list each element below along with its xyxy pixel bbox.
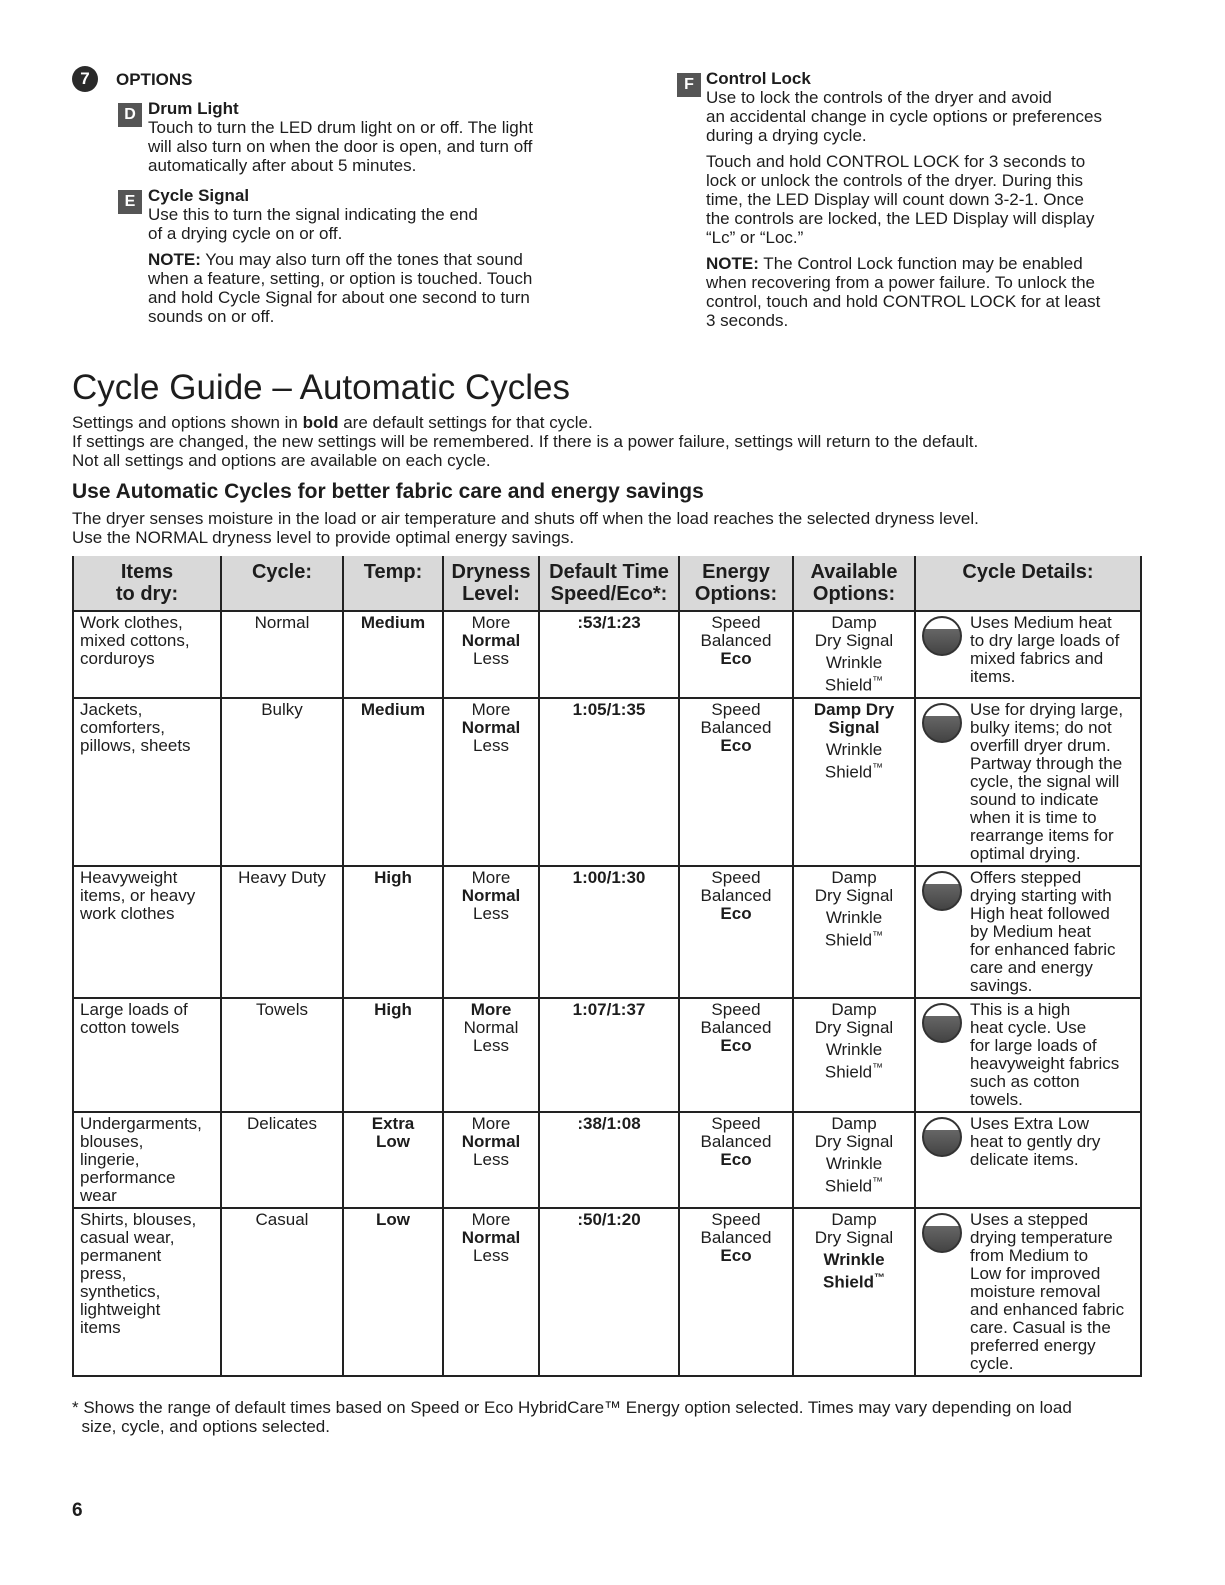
dryness-cell <box>443 1208 539 1376</box>
temp-cell <box>343 1208 443 1376</box>
cell-line: This is a high <box>970 999 1071 1019</box>
cell-line: High heat followed <box>970 903 1110 923</box>
cell-line: Less <box>473 735 509 755</box>
text-line: automatically after about 5 minutes. <box>148 156 417 175</box>
temp-cell <box>343 698 443 866</box>
cell-line: More <box>471 1113 511 1133</box>
cell-line: Partway through the <box>970 753 1123 773</box>
cell-line: blouses, <box>80 1131 144 1151</box>
cell-line: Extra <box>371 1113 415 1133</box>
text-line: when a feature, setting, or option is touched. Touch <box>148 269 533 288</box>
table-row <box>73 611 1141 698</box>
cell-line: Shirts, blouses, <box>80 1209 197 1229</box>
cell-line: Speed <box>711 613 761 632</box>
available-cell <box>793 866 915 998</box>
cell-line: performance <box>80 1167 176 1187</box>
items-cell <box>73 611 221 698</box>
items-cell <box>73 698 221 866</box>
details-wrapper <box>922 1211 1134 1373</box>
cell-line: Eco <box>720 1035 752 1055</box>
cycle-cell: Bulky <box>221 698 343 866</box>
cell-line: work clothes <box>80 903 175 923</box>
details-wrapper <box>922 701 1134 863</box>
cell-line: cycle, the signal will <box>970 771 1120 791</box>
details-text <box>970 1001 1134 1109</box>
cell-line: Normal <box>461 1227 521 1247</box>
cycle-dial-icon <box>922 616 962 656</box>
energy-cell <box>679 866 793 998</box>
column-header-details: Cycle Details: <box>915 556 1141 611</box>
page-title: Cycle Guide – Automatic Cycles <box>72 368 570 407</box>
cycle-guide-table <box>72 556 1142 1377</box>
cell-line: Speed <box>711 999 761 1019</box>
text-line: Touch to turn the LED drum light on or off. The light <box>148 118 533 137</box>
default-time-cell: :53/1:23 <box>539 611 679 698</box>
cell-line: Speed <box>711 1209 761 1229</box>
cell-line: Balanced <box>700 1227 772 1247</box>
default-time-cell: 1:00/1:30 <box>539 866 679 998</box>
energy-cell <box>679 998 793 1112</box>
cell-line: Low for improved <box>970 1263 1101 1283</box>
cell-line: corduroys <box>80 649 155 668</box>
details-cell <box>915 998 1141 1112</box>
cell-line: when it is time to <box>970 807 1097 827</box>
cycle-signal-key-icon: E <box>118 190 142 214</box>
footnote-line: * Shows the range of default times based on Speed or Eco HybridCare™ Energy option selected. Times may vary depending on load <box>72 1398 1072 1417</box>
cell-line: Shield™ <box>822 1271 885 1292</box>
cell-line: from Medium to <box>970 1245 1089 1265</box>
text-line: Use to lock the controls of the dryer and avoid <box>706 88 1052 107</box>
details-text <box>970 701 1134 863</box>
drum-light-text <box>148 118 568 175</box>
dryness-cell <box>443 698 539 866</box>
cell-line: Normal <box>461 885 521 905</box>
cell-line: pillows, sheets <box>80 735 191 755</box>
cell-line: Balanced <box>700 1131 772 1151</box>
text-line: will also turn on when the door is open, and turn off <box>148 137 533 156</box>
cell-line: Uses Medium heat <box>970 613 1112 632</box>
cell-line: Less <box>473 903 509 923</box>
cell-line: Eco <box>720 903 752 923</box>
cycle-cell: Casual <box>221 1208 343 1376</box>
cycle-dial-icon <box>922 1117 962 1157</box>
control-lock-key-icon: F <box>677 73 701 97</box>
text-line: 3 seconds. <box>706 311 789 330</box>
cell-line: rearrange items for <box>970 825 1114 845</box>
energy-cell <box>679 1208 793 1376</box>
cell-line: items. <box>970 667 1016 686</box>
cell-line: bulky items; do not <box>970 717 1112 737</box>
table-row <box>73 698 1141 866</box>
cell-line: cotton towels <box>80 1017 180 1037</box>
control-lock-text <box>706 88 1146 145</box>
text-line: when recovering from a power failure. To unlock the <box>706 273 1095 292</box>
text-line: lock or unlock the controls of the dryer. During this <box>706 171 1084 190</box>
trademark-symbol: ™ <box>874 1271 885 1284</box>
cell-line: Low <box>376 1209 410 1229</box>
cell-line: such as cotton <box>970 1071 1080 1091</box>
cell-line: High <box>374 999 412 1019</box>
cell-line: Low <box>376 1131 410 1151</box>
text-line: “Lc” or “Loc.” <box>706 228 804 247</box>
description-text: Use the NORMAL dryness level to provide optimal energy savings. <box>72 528 575 547</box>
column-header-energy: Energy Options: <box>679 556 793 611</box>
dryness-cell <box>443 1112 539 1208</box>
cell-line: Uses a stepped <box>970 1209 1089 1229</box>
cell-line: Shield™ <box>824 929 884 950</box>
cell-line: heat to gently dry <box>970 1131 1101 1151</box>
cycle-cell: Normal <box>221 611 343 698</box>
text-line: Use this to turn the signal indicating the end <box>148 205 478 224</box>
temp-cell <box>343 866 443 998</box>
drum-light-title: Drum Light <box>148 99 239 118</box>
cell-line: Wrinkle <box>825 907 883 927</box>
trademark-symbol: ™ <box>872 761 884 774</box>
cell-line: savings. <box>970 975 1033 995</box>
text-line: of a drying cycle on or off. <box>148 224 343 243</box>
cell-line: lightweight <box>80 1299 161 1319</box>
default-time-cell: :50/1:20 <box>539 1208 679 1376</box>
cell-line: Less <box>473 1245 509 1265</box>
default-time-cell: 1:07/1:37 <box>539 998 679 1112</box>
cycle-signal-title: Cycle Signal <box>148 186 250 205</box>
cell-line: Less <box>473 649 509 668</box>
items-cell <box>73 866 221 998</box>
table-header-row <box>73 556 1141 611</box>
cycle-cell: Towels <box>221 998 343 1112</box>
cell-line: wear <box>80 1185 117 1205</box>
cell-line: Dry Signal <box>814 1131 894 1151</box>
cycle-dial-icon <box>922 703 962 743</box>
table-row <box>73 998 1141 1112</box>
cell-line: High <box>374 867 412 887</box>
column-header-dryness: Dryness Level: <box>443 556 539 611</box>
footnote <box>72 1398 1172 1436</box>
description-text: The dryer senses moisture in the load or air temperature and shuts off when the load reaches the selected dryness level. <box>72 509 979 528</box>
cell-line: Work clothes, <box>80 613 183 632</box>
cell-line: More <box>471 613 511 632</box>
guide-intro <box>72 413 1152 470</box>
column-header-temp: Temp: <box>343 556 443 611</box>
cell-line: Damp <box>831 867 877 887</box>
page-number: 6 <box>72 1500 83 1521</box>
text-line: time, the LED Display will count down 3-2-1. Once <box>706 190 1084 209</box>
table-row <box>73 866 1141 998</box>
section-subtitle: Use Automatic Cycles for better fabric care and energy savings <box>72 480 704 503</box>
cell-line: drying starting with <box>970 885 1112 905</box>
cell-line: lingerie, <box>80 1149 140 1169</box>
intro-text: Settings and options shown in <box>72 413 303 432</box>
cell-line: Signal <box>828 717 880 737</box>
cell-line: Eco <box>720 649 752 668</box>
column-header-cycle: Cycle: <box>221 556 343 611</box>
text-line: sounds on or off. <box>148 307 275 326</box>
cell-line: Eco <box>720 735 752 755</box>
cell-line: Use for drying large, <box>970 699 1124 719</box>
cell-line: and enhanced fabric <box>970 1299 1125 1319</box>
cycle-signal-section <box>148 186 568 326</box>
cell-line: Balanced <box>700 631 772 650</box>
cell-line: Shield™ <box>824 1175 884 1196</box>
energy-cell <box>679 611 793 698</box>
default-time-cell: :38/1:08 <box>539 1112 679 1208</box>
text-line: during a drying cycle. <box>706 126 867 145</box>
cell-line: items, or heavy <box>80 885 196 905</box>
cell-line: Dry Signal <box>814 885 894 905</box>
details-text <box>970 614 1134 686</box>
details-cell <box>915 698 1141 866</box>
cell-line: towels. <box>970 1089 1023 1109</box>
control-lock-note <box>706 254 1146 330</box>
cell-line: Shield™ <box>824 675 884 695</box>
items-cell <box>73 998 221 1112</box>
details-wrapper <box>922 1001 1134 1109</box>
cell-line: heavyweight fabrics <box>970 1053 1120 1073</box>
cell-line: Damp <box>831 1113 877 1133</box>
cell-line: Medium <box>360 613 426 632</box>
intro-text: If settings are changed, the new settings will be remembered. If there is a power failure, settings will return to the default. <box>72 432 979 451</box>
energy-cell <box>679 698 793 866</box>
cell-line: comforters, <box>80 717 166 737</box>
available-cell <box>793 998 915 1112</box>
cell-line: Damp <box>831 613 877 632</box>
intro-bold-word: bold <box>302 413 339 432</box>
details-cell <box>915 866 1141 998</box>
cell-line: Speed <box>711 867 761 887</box>
temp-cell <box>343 611 443 698</box>
text-line: an accidental change in cycle options or preferences <box>706 107 1102 126</box>
details-wrapper <box>922 614 1134 686</box>
text-line: control, touch and hold CONTROL LOCK for at least <box>706 292 1101 311</box>
cell-line: preferred energy <box>970 1335 1096 1355</box>
cell-line: overfill dryer drum. <box>970 735 1111 755</box>
note-label: NOTE: <box>148 250 201 269</box>
trademark-symbol: ™ <box>872 1175 884 1188</box>
available-cell <box>793 1112 915 1208</box>
available-cell <box>793 1208 915 1376</box>
cell-line: mixed cottons, <box>80 631 190 650</box>
cell-line: Shield™ <box>824 1061 884 1082</box>
cell-line: Wrinkle <box>825 653 883 672</box>
dryness-cell <box>443 866 539 998</box>
cell-line: optimal drying. <box>970 843 1081 863</box>
dryness-cell <box>443 611 539 698</box>
options-heading: OPTIONS <box>116 70 193 89</box>
table-body <box>73 611 1141 1376</box>
cell-line: Shield™ <box>824 761 884 782</box>
drum-light-section <box>148 99 568 175</box>
options-number-badge: 7 <box>72 66 98 92</box>
cell-line: heat cycle. Use <box>970 1017 1087 1037</box>
cell-line: moisture removal <box>970 1281 1101 1301</box>
default-time-cell: 1:05/1:35 <box>539 698 679 866</box>
cell-line: Eco <box>720 1149 752 1169</box>
trademark-symbol: ™ <box>872 1061 884 1074</box>
cell-line: Medium <box>360 699 426 719</box>
cell-line: Normal <box>461 717 521 737</box>
cell-line: Balanced <box>700 1017 772 1037</box>
text-line: and hold Cycle Signal for about one second to turn <box>148 288 530 307</box>
cell-line: Normal <box>461 631 521 650</box>
details-wrapper <box>922 1115 1134 1169</box>
cell-line: synthetics, <box>80 1281 161 1301</box>
cell-line: for large loads of <box>970 1035 1097 1055</box>
energy-cell <box>679 1112 793 1208</box>
cell-line: Eco <box>720 1245 752 1265</box>
cell-line: More <box>470 999 512 1019</box>
cell-line: Dry Signal <box>814 1227 894 1247</box>
details-cell <box>915 611 1141 698</box>
details-cell <box>915 1112 1141 1208</box>
details-text <box>970 1211 1134 1373</box>
cycle-signal-text <box>148 205 568 243</box>
trademark-symbol: ™ <box>872 675 884 687</box>
section-description <box>72 509 1152 547</box>
text-line: the controls are locked, the LED Display will display <box>706 209 1095 228</box>
intro-text: are default settings for that cycle. <box>338 413 593 432</box>
cell-line: by Medium heat <box>970 921 1091 941</box>
cell-line: Balanced <box>700 717 772 737</box>
cell-line: care. Casual is the <box>970 1317 1111 1337</box>
cell-line: Wrinkle <box>825 1039 883 1059</box>
cell-line: More <box>471 1209 511 1229</box>
details-text <box>970 869 1134 995</box>
cell-line: Dry Signal <box>814 631 894 650</box>
text-line: Touch and hold CONTROL LOCK for 3 seconds to <box>706 152 1086 171</box>
cell-line: Less <box>473 1149 509 1169</box>
cell-line: to dry large loads of <box>970 631 1120 650</box>
cell-line: cycle. <box>970 1353 1014 1373</box>
footnote-line: size, cycle, and options selected. <box>72 1417 330 1436</box>
text-line: NOTE: You may also turn off the tones that sound <box>148 250 523 269</box>
cycle-cell: Heavy Duty <box>221 866 343 998</box>
cell-line: Damp <box>831 999 877 1019</box>
cell-line: permanent <box>80 1245 162 1265</box>
text-line: NOTE: The Control Lock function may be enabled <box>706 254 1083 273</box>
cycle-dial-icon <box>922 871 962 911</box>
cycle-signal-note <box>148 250 568 326</box>
items-cell <box>73 1112 221 1208</box>
drum-light-key-icon: D <box>118 103 142 127</box>
cycle-dial-icon <box>922 1003 962 1043</box>
table-row <box>73 1112 1141 1208</box>
trademark-symbol: ™ <box>872 929 884 942</box>
cell-line: Undergarments, <box>80 1113 202 1133</box>
cell-line: Uses Extra Low <box>970 1113 1090 1133</box>
cell-line: Large loads of <box>80 999 188 1019</box>
cell-line: Damp <box>831 1209 877 1229</box>
cell-line: More <box>471 699 511 719</box>
cell-line: Speed <box>711 1113 761 1133</box>
temp-cell <box>343 1112 443 1208</box>
cell-line: care and energy <box>970 957 1093 977</box>
cell-line: Normal <box>461 1131 521 1151</box>
details-wrapper <box>922 869 1134 995</box>
intro-text: Not all settings and options are available on each cycle. <box>72 451 491 470</box>
cycle-cell: Delicates <box>221 1112 343 1208</box>
cell-line: press, <box>80 1263 127 1283</box>
column-header-available: Available Options: <box>793 556 915 611</box>
cell-line: mixed fabrics and <box>970 649 1104 668</box>
cell-line: Wrinkle <box>825 1153 883 1173</box>
cell-line: Speed <box>711 699 761 719</box>
cell-line: Damp Dry <box>813 699 895 719</box>
cell-line: drying temperature <box>970 1227 1113 1247</box>
temp-cell <box>343 998 443 1112</box>
cell-line: Wrinkle <box>825 739 883 759</box>
column-header-items: Items to dry: <box>73 556 221 611</box>
cell-line: Jackets, <box>80 699 143 719</box>
control-lock-instructions <box>706 152 1146 247</box>
table-row <box>73 1208 1141 1376</box>
column-header-time: Default Time Speed/Eco*: <box>539 556 679 611</box>
cell-line: casual wear, <box>80 1227 175 1247</box>
available-cell <box>793 698 915 866</box>
available-cell <box>793 611 915 698</box>
cell-line: items <box>80 1317 121 1337</box>
control-lock-title: Control Lock <box>706 69 811 88</box>
cell-line: delicate items. <box>970 1149 1079 1169</box>
control-lock-section <box>706 69 1146 330</box>
items-cell <box>73 1208 221 1376</box>
cycle-dial-icon <box>922 1213 962 1253</box>
note-label: NOTE: <box>706 254 759 273</box>
cell-line: Normal <box>463 1017 519 1037</box>
cell-line: Less <box>473 1035 509 1055</box>
details-cell <box>915 1208 1141 1376</box>
dryness-cell <box>443 998 539 1112</box>
cell-line: More <box>471 867 511 887</box>
cell-line: Offers stepped <box>970 867 1082 887</box>
cell-line: Heavyweight <box>80 867 178 887</box>
cell-line: Dry Signal <box>814 1017 894 1037</box>
details-text <box>970 1115 1134 1169</box>
cell-line: Wrinkle <box>823 1249 885 1269</box>
cell-line: sound to indicate <box>970 789 1099 809</box>
cell-line: Balanced <box>700 885 772 905</box>
cell-line: for enhanced fabric <box>970 939 1116 959</box>
